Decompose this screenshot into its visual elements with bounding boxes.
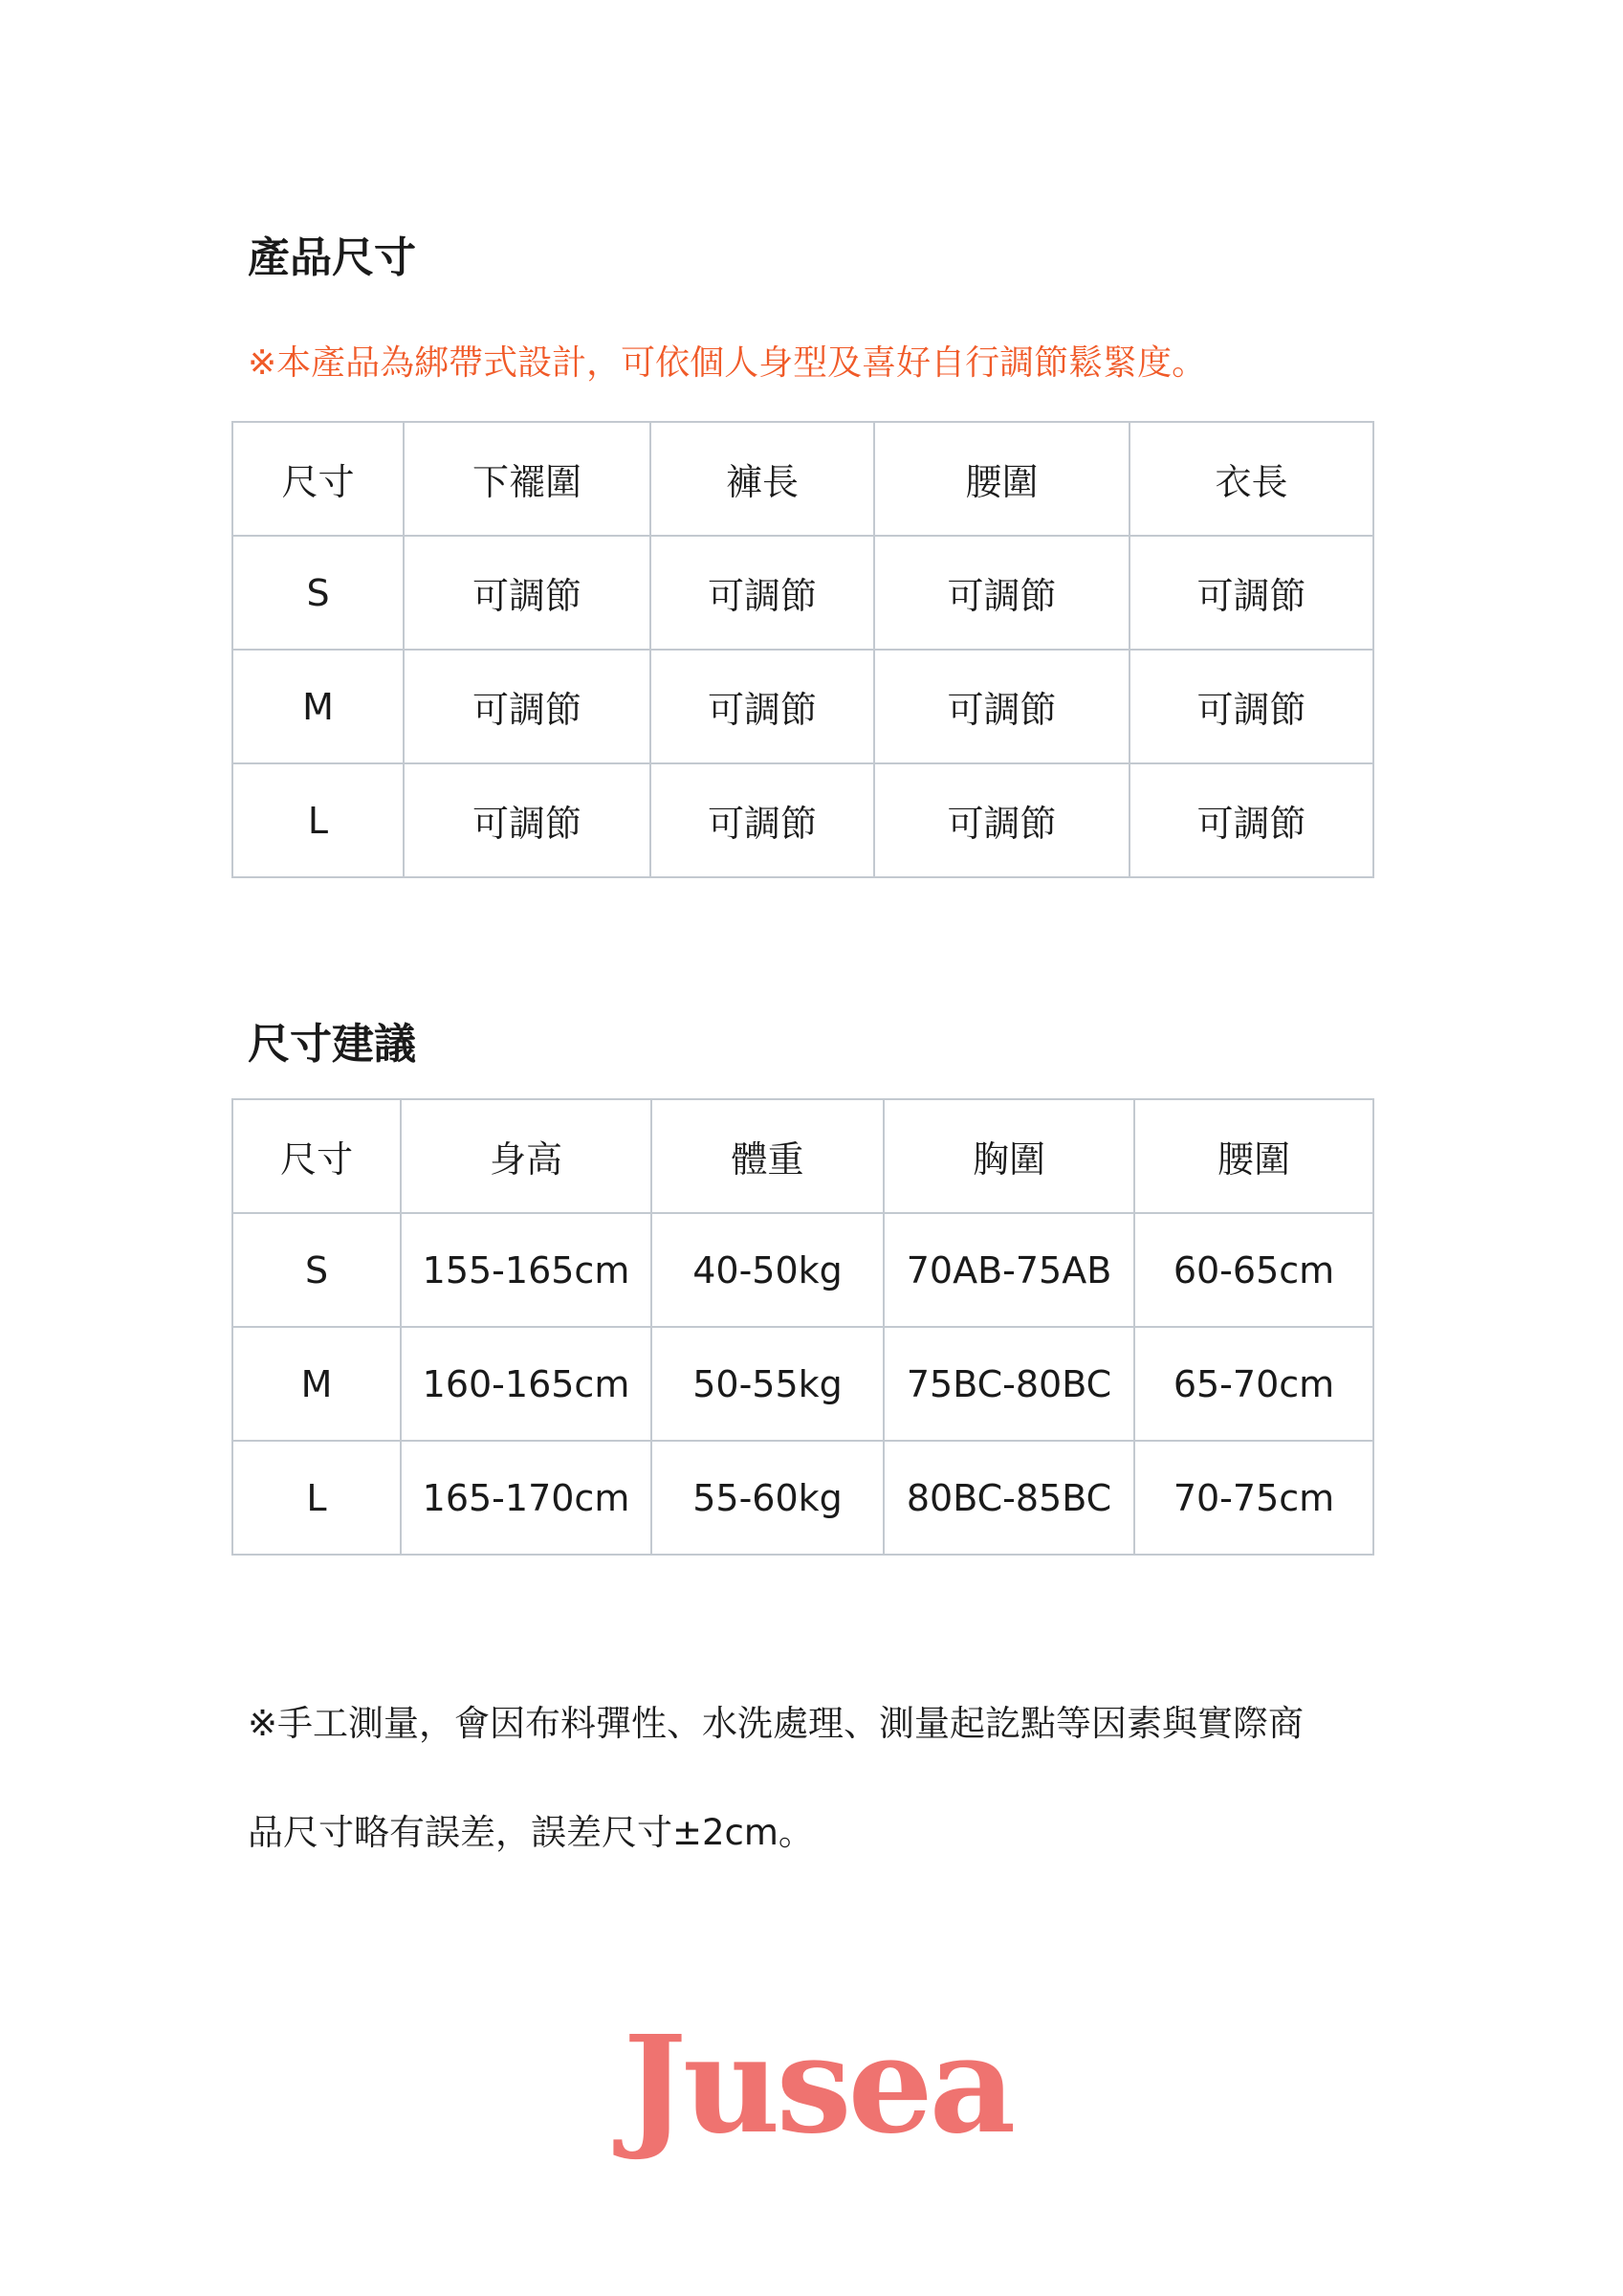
header-cell: 尺寸 [232,1099,401,1213]
cell: 60-65cm [1134,1213,1373,1327]
header-cell: 下襬圍 [404,422,650,536]
cell: 70-75cm [1134,1441,1373,1555]
cell: L [232,763,404,877]
product-size-title: 產品尺寸 [248,233,416,282]
cell: 可調節 [404,763,650,877]
header-cell: 褲長 [650,422,874,536]
cell: 80BC-85BC [884,1441,1134,1555]
cell: 可調節 [874,650,1130,763]
adjustable-note: ※本產品為綁帶式設計，可依個人身型及喜好自行調節鬆緊度。 [248,343,1207,383]
cell: 可調節 [650,763,874,877]
cell: 可調節 [404,536,650,650]
cell: 55-60kg [651,1441,884,1555]
cell: 可調節 [874,536,1130,650]
footnote-line-2: 品尺寸略有誤差，誤差尺寸±2cm。 [248,1812,814,1853]
footnote-line-1: ※手工測量，會因布料彈性、水洗處理、測量起訖點等因素與實際商 [248,1703,1305,1744]
cell: S [232,536,404,650]
header-cell: 腰圍 [1134,1099,1373,1213]
cell: M [232,1327,401,1441]
table-row [232,536,1373,650]
cell: 155-165cm [401,1213,651,1327]
table-header-row [232,422,1373,536]
cell: 160-165cm [401,1327,651,1441]
table-header-row [232,1099,1373,1213]
table-row [232,650,1373,763]
table-row [232,1327,1373,1441]
header-cell: 身高 [401,1099,651,1213]
header-cell: 體重 [651,1099,884,1213]
cell: 165-170cm [401,1441,651,1555]
cell: 可調節 [874,763,1130,877]
table-row [232,763,1373,877]
cell: L [232,1441,401,1555]
cell: 可調節 [650,650,874,763]
cell: 可調節 [404,650,650,763]
header-cell: 尺寸 [232,422,404,536]
cell: 可調節 [1130,536,1373,650]
header-cell: 腰圍 [874,422,1130,536]
table-row [232,1213,1373,1327]
cell: 可調節 [1130,763,1373,877]
cell: 65-70cm [1134,1327,1373,1441]
header-cell: 胸圍 [884,1099,1134,1213]
cell: 75BC-80BC [884,1327,1134,1441]
size-advice-title: 尺寸建議 [248,1020,416,1069]
size-advice-table [231,1098,1374,1556]
product-size-table [231,421,1374,878]
cell: 可調節 [1130,650,1373,763]
cell: 50-55kg [651,1327,884,1441]
header-cell: 衣長 [1130,422,1373,536]
table-row [232,1441,1373,1555]
cell: S [232,1213,401,1327]
cell: M [232,650,404,763]
brand-logo: Jusea [623,2007,1013,2164]
cell: 可調節 [650,536,874,650]
cell: 70AB-75AB [884,1213,1134,1327]
cell: 40-50kg [651,1213,884,1327]
